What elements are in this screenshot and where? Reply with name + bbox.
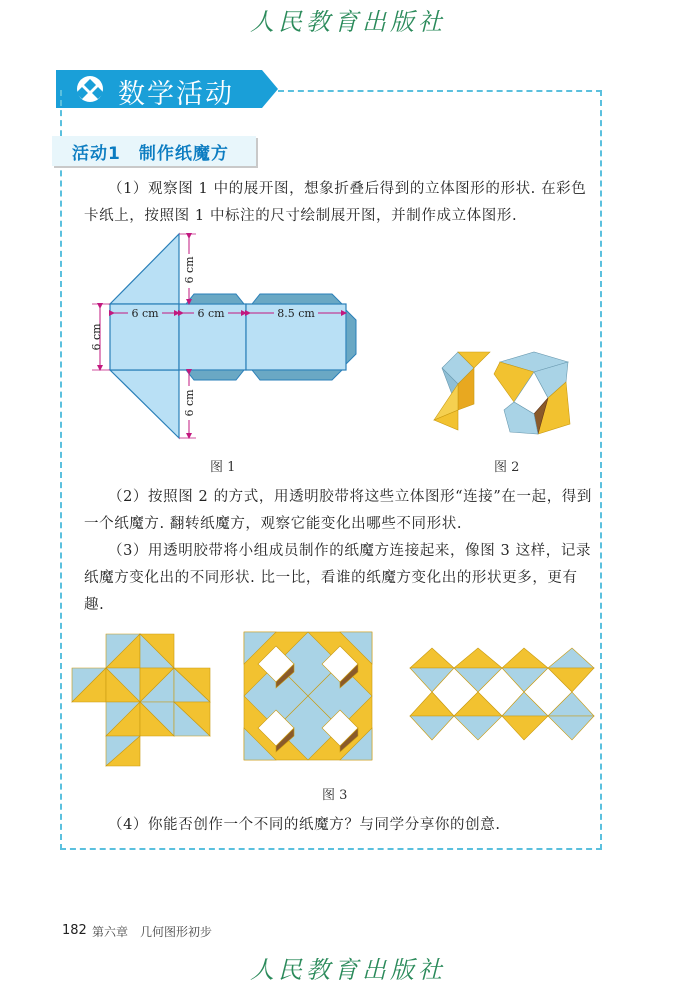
net-flap <box>252 370 342 380</box>
figure-3-caption: 图 3 <box>322 788 348 803</box>
net-flap <box>186 370 244 380</box>
section-title: 数学活动 <box>118 79 234 110</box>
activity-title: 活动1 制作纸魔方 <box>72 144 229 164</box>
net-top-triangle <box>110 234 179 304</box>
figure-1-caption: 图 1 <box>210 460 236 475</box>
figure-2-cubes <box>430 348 580 438</box>
paragraph-1: （1）观察图 1 中的展开图，想象折叠后得到的立体图形的形状. 在彩色卡纸上，按照图 1 中标注的尺寸绘制展开图，并制作成立体图形. <box>84 181 587 224</box>
chapter-title: 第六章 几何图形初步 <box>92 925 213 939</box>
dim-label-left-height: 6 cm <box>90 323 103 351</box>
paragraph-4: （4）你能否创作一个不同的纸魔方？与同学分享你的创意. <box>108 817 501 833</box>
figure-3-shape-grid <box>242 630 374 762</box>
net-flap <box>252 294 342 304</box>
dim-label-width-3: 8.5 cm <box>277 307 315 320</box>
figure-3-shape-chain <box>406 646 598 742</box>
net-flap <box>186 294 244 304</box>
dim-label-width-1: 6 cm <box>131 307 159 320</box>
dim-label-top-height: 6 cm <box>183 256 196 284</box>
net-bottom-triangle <box>110 370 179 438</box>
figure-2-caption: 图 2 <box>494 460 520 475</box>
figure-1-net <box>86 226 366 448</box>
dim-label-bottom-height: 6 cm <box>183 389 196 417</box>
figure-3-shape-cross <box>70 628 220 768</box>
page-number: 182 <box>62 923 87 938</box>
net-flap <box>346 310 356 364</box>
publisher-header: 人民教育出版社 <box>250 8 446 36</box>
paragraph-3: （3）用透明胶带将小组成员制作的纸魔方连接起来，像图 3 这样，记录纸魔方变化出的不同形状. 比一比，看谁的纸魔方变化出的形状更多，更有趣. <box>84 543 592 613</box>
paragraph-2: （2）按照图 2 的方式，用透明胶带将这些立体图形“连接”在一起，得到一个纸魔方. 翻转纸魔方，观察它能变化出哪些不同形状. <box>84 489 592 532</box>
publisher-footer: 人民教育出版社 <box>250 956 446 984</box>
dim-label-width-2: 6 cm <box>197 307 225 320</box>
